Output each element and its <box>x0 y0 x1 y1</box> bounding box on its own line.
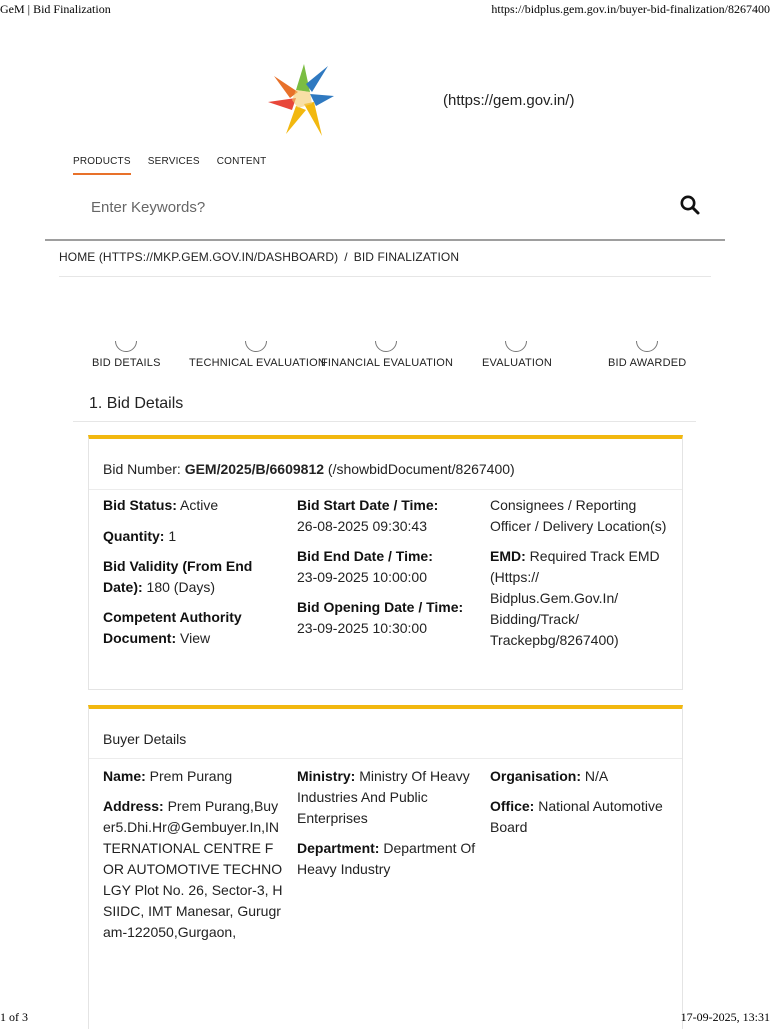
organisation-field <box>490 766 670 787</box>
buyer-details-card <box>88 705 683 1029</box>
bid-document-link[interactable]: (/showbidDocument/8267400) <box>324 461 515 477</box>
bid-number-row <box>103 461 515 477</box>
step-indicator-financial-evaluation <box>375 330 397 352</box>
ministry-field <box>297 766 477 829</box>
buyer-address-value: Prem Purang,Buyer5.Dhi.Hr@Gembuyer.In,INTERNATIONAL CENTRE FOR AUTOMOTIVE TECHNOLGY Plot No. 26, Sector-3, HSIIDC, IMT Manesar, Gurugram-122050,Gurgaon, <box>103 798 283 940</box>
emd-track-link[interactable]: Required Track EMD (Https:// Bidplus.Gem.Gov.In/ Bidding/Track/ Trackepbg/8267400) <box>490 548 660 648</box>
breadcrumb-current: BID FINALIZATION <box>353 250 460 264</box>
buyer-column-1 <box>103 766 283 952</box>
nav-services[interactable]: SERVICES <box>147 156 200 167</box>
card-header-divider <box>89 758 682 759</box>
quantity-value: 1 <box>164 528 177 544</box>
competent-authority-view-link[interactable]: View <box>176 630 211 646</box>
buyer-name-label: Name: <box>103 768 146 784</box>
breadcrumb <box>59 250 711 277</box>
bid-opening-field <box>297 597 477 639</box>
department-value: Department Of Heavy Industry <box>297 840 476 877</box>
buyer-address-label: Address: <box>103 798 164 814</box>
nav-products[interactable]: PRODUCTS <box>73 156 131 175</box>
step-financial-evaluation[interactable]: FINANCIAL EVALUATION <box>321 357 454 369</box>
print-footer-page: 1 of 3 <box>0 1010 28 1024</box>
office-field <box>490 796 670 838</box>
step-bid-details[interactable]: BID DETAILS <box>92 357 161 369</box>
bid-start-field <box>297 495 477 537</box>
bid-status-field <box>103 495 283 516</box>
step-indicator-bid-awarded <box>636 330 658 352</box>
bid-start-value: 26-08-2025 09:30:43 <box>297 518 427 534</box>
breadcrumb-separator: / <box>344 250 348 264</box>
bid-opening-label: Bid Opening Date / Time: <box>297 599 464 615</box>
card-header-divider <box>89 489 682 490</box>
bid-start-label: Bid Start Date / Time: <box>297 497 439 513</box>
bid-end-field <box>297 546 477 588</box>
department-label: Department: <box>297 840 380 856</box>
bid-validity-field <box>103 556 283 598</box>
bid-info-column-3 <box>490 495 670 660</box>
emd-label: EMD: <box>490 548 526 564</box>
section-title: 1. Bid Details <box>89 395 184 412</box>
bid-validity-value: 180 (Days) <box>142 579 216 595</box>
gem-logo-icon[interactable] <box>266 62 336 138</box>
consignees-link[interactable]: Consignees / Reporting Officer / Delivery Location(s) <box>490 497 667 534</box>
ministry-value: Ministry Of Heavy Industries And Public Enterprises <box>297 768 470 826</box>
bid-validity-label: Bid Validity (From End Date): <box>103 558 253 595</box>
search-input[interactable] <box>89 194 653 220</box>
competent-authority-label: Competent Authority Document: <box>103 609 242 646</box>
buyer-address-field <box>103 796 283 943</box>
bid-details-card <box>88 435 683 690</box>
bid-end-label: Bid End Date / Time: <box>297 548 433 564</box>
office-value: National Automotive Board <box>490 798 663 835</box>
buyer-column-3 <box>490 766 670 847</box>
print-header-title: GeM | Bid Finalization <box>0 2 111 16</box>
gem-home-link[interactable]: (https://gem.gov.in/) <box>443 92 575 109</box>
organisation-value: N/A <box>581 768 609 784</box>
bid-opening-value: 23-09-2025 10:30:00 <box>297 620 427 636</box>
bid-status-value: Active <box>176 497 219 513</box>
search-bar <box>45 184 725 241</box>
buyer-details-title: Buyer Details <box>103 731 187 747</box>
buyer-name-field <box>103 766 283 787</box>
competent-authority-field <box>103 607 283 649</box>
buyer-column-2 <box>297 766 477 889</box>
breadcrumb-home-link[interactable]: HOME (HTTPS://MKP.GEM.GOV.IN/DASHBOARD) <box>59 250 339 264</box>
section-divider <box>73 421 696 422</box>
emd-field <box>490 546 670 651</box>
search-icon[interactable] <box>679 194 701 216</box>
ministry-label: Ministry: <box>297 768 356 784</box>
bid-number-value: GEM/2025/B/6609812 <box>184 461 325 477</box>
bid-number-label: Bid Number: <box>103 461 185 477</box>
step-indicator-technical-evaluation <box>245 330 267 352</box>
bid-info-column-1 <box>103 495 283 658</box>
buyer-name-value: Prem Purang <box>145 768 233 784</box>
quantity-field <box>103 526 283 547</box>
step-bid-awarded[interactable]: BID AWARDED <box>608 357 687 369</box>
bid-end-value: 23-09-2025 10:00:00 <box>297 569 427 585</box>
department-field <box>297 838 477 880</box>
bid-status-label: Bid Status: <box>103 497 177 513</box>
quantity-label: Quantity: <box>103 528 165 544</box>
office-label: Office: <box>490 798 535 814</box>
step-evaluation[interactable]: EVALUATION <box>482 357 553 369</box>
step-indicator-evaluation <box>505 330 527 352</box>
step-technical-evaluation[interactable]: TECHNICAL EVALUATION <box>189 357 327 369</box>
step-indicator-bid-details <box>115 330 137 352</box>
main-nav <box>73 156 266 175</box>
bid-info-column-2 <box>297 495 477 648</box>
print-footer-timestamp: 17-09-2025, 13:31 <box>680 1010 770 1024</box>
nav-content[interactable]: CONTENT <box>216 156 267 167</box>
print-header-url: https://bidplus.gem.gov.in/buyer-bid-finalization/8267400 <box>491 2 770 16</box>
organisation-label: Organisation: <box>490 768 582 784</box>
